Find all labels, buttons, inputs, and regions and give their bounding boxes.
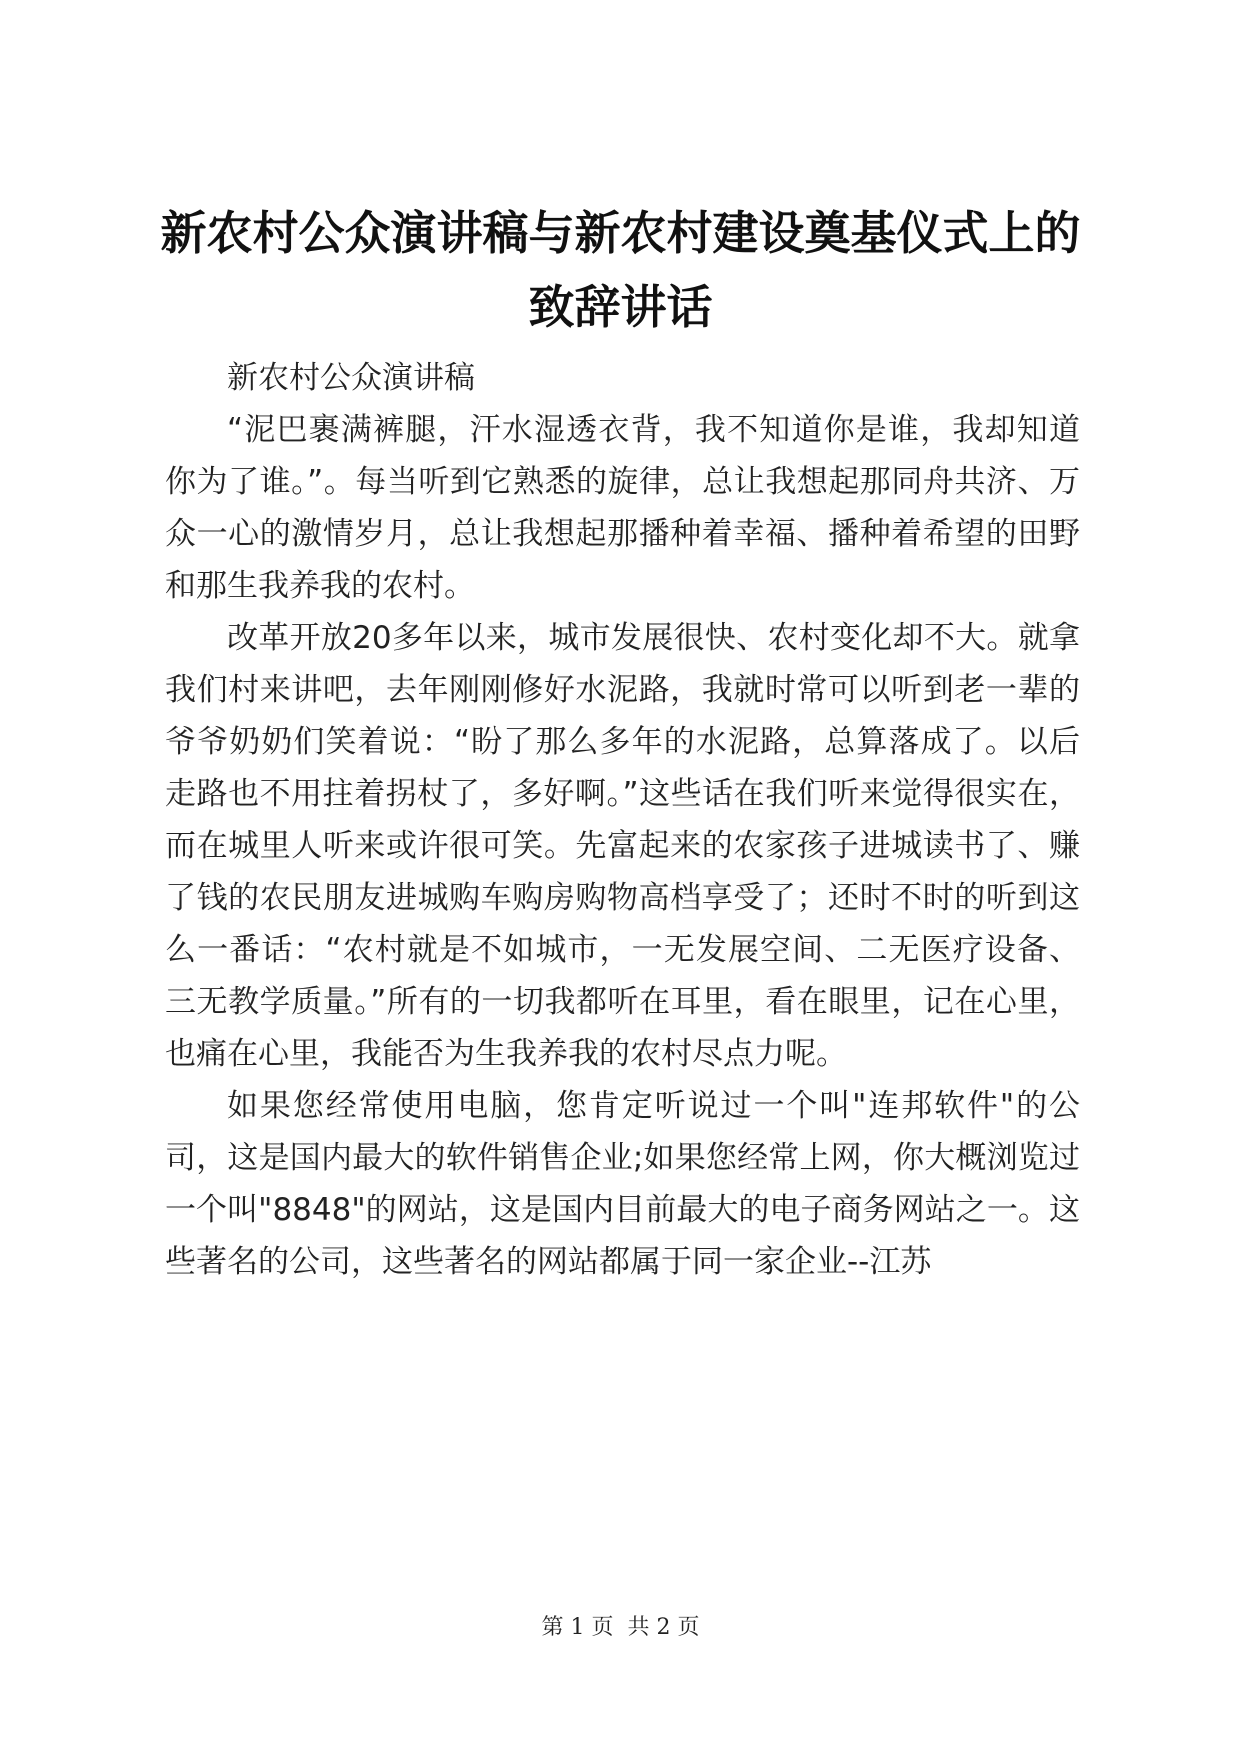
paragraph: “泥巴裹满裤腿，汗水湿透衣背，我不知道你是谁，我却知道你为了谁。”。每当听到它熟悉的旋律，总让我想起那同舟共济、万众一心的激情岁月，总让我想起那播种着幸福、播种着希望的田野和那生我养我的农村。 (165, 412, 1080, 604)
page-footer (0, 1610, 1241, 1641)
page-number: 第 1 页 共 2 页 (541, 1615, 700, 1640)
document-title: 新农村公众演讲稿与新农村建设奠基仪式上的致辞讲话 (160, 206, 1081, 334)
section-heading: 新农村公众演讲稿 (227, 360, 475, 396)
paragraph: 改革开放20多年以来，城市发展很快、农村变化却不大。就拿我们村来讲吧，去年刚刚修好水泥路，我就时常可以听到老一辈的爷爷奶奶们笑着说：“盼了那么多年的水泥路，总算落成了。以后走路也不用拄着拐杖了，多好啊。”这些话在我们听来觉得很实在，而在城里人听来或许很可笑。先富起来的农家孩子进城读书了、赚了钱的农民朋友进城购车购房购物高档享受了；还时不时的听到这么一番话：“农村就是不如城市，一无发展空间、二无医疗设备、三无教学质量。”所有的一切我都听在耳里，看在眼里，记在心里，也痛在心里，我能否为生我养我的农村尽点力呢。 (165, 620, 1080, 1072)
document-body (165, 352, 1080, 1288)
paragraph: 如果您经常使用电脑，您肯定听说过一个叫"连邦软件"的公司，这是国内最大的软件销售企业;如果您经常上网，你大概浏览过一个叫"8848"的网站，这是国内目前最大的电子商务网站之一。这些著名的公司，这些著名的网站都属于同一家企业--江苏 (165, 1088, 1080, 1280)
